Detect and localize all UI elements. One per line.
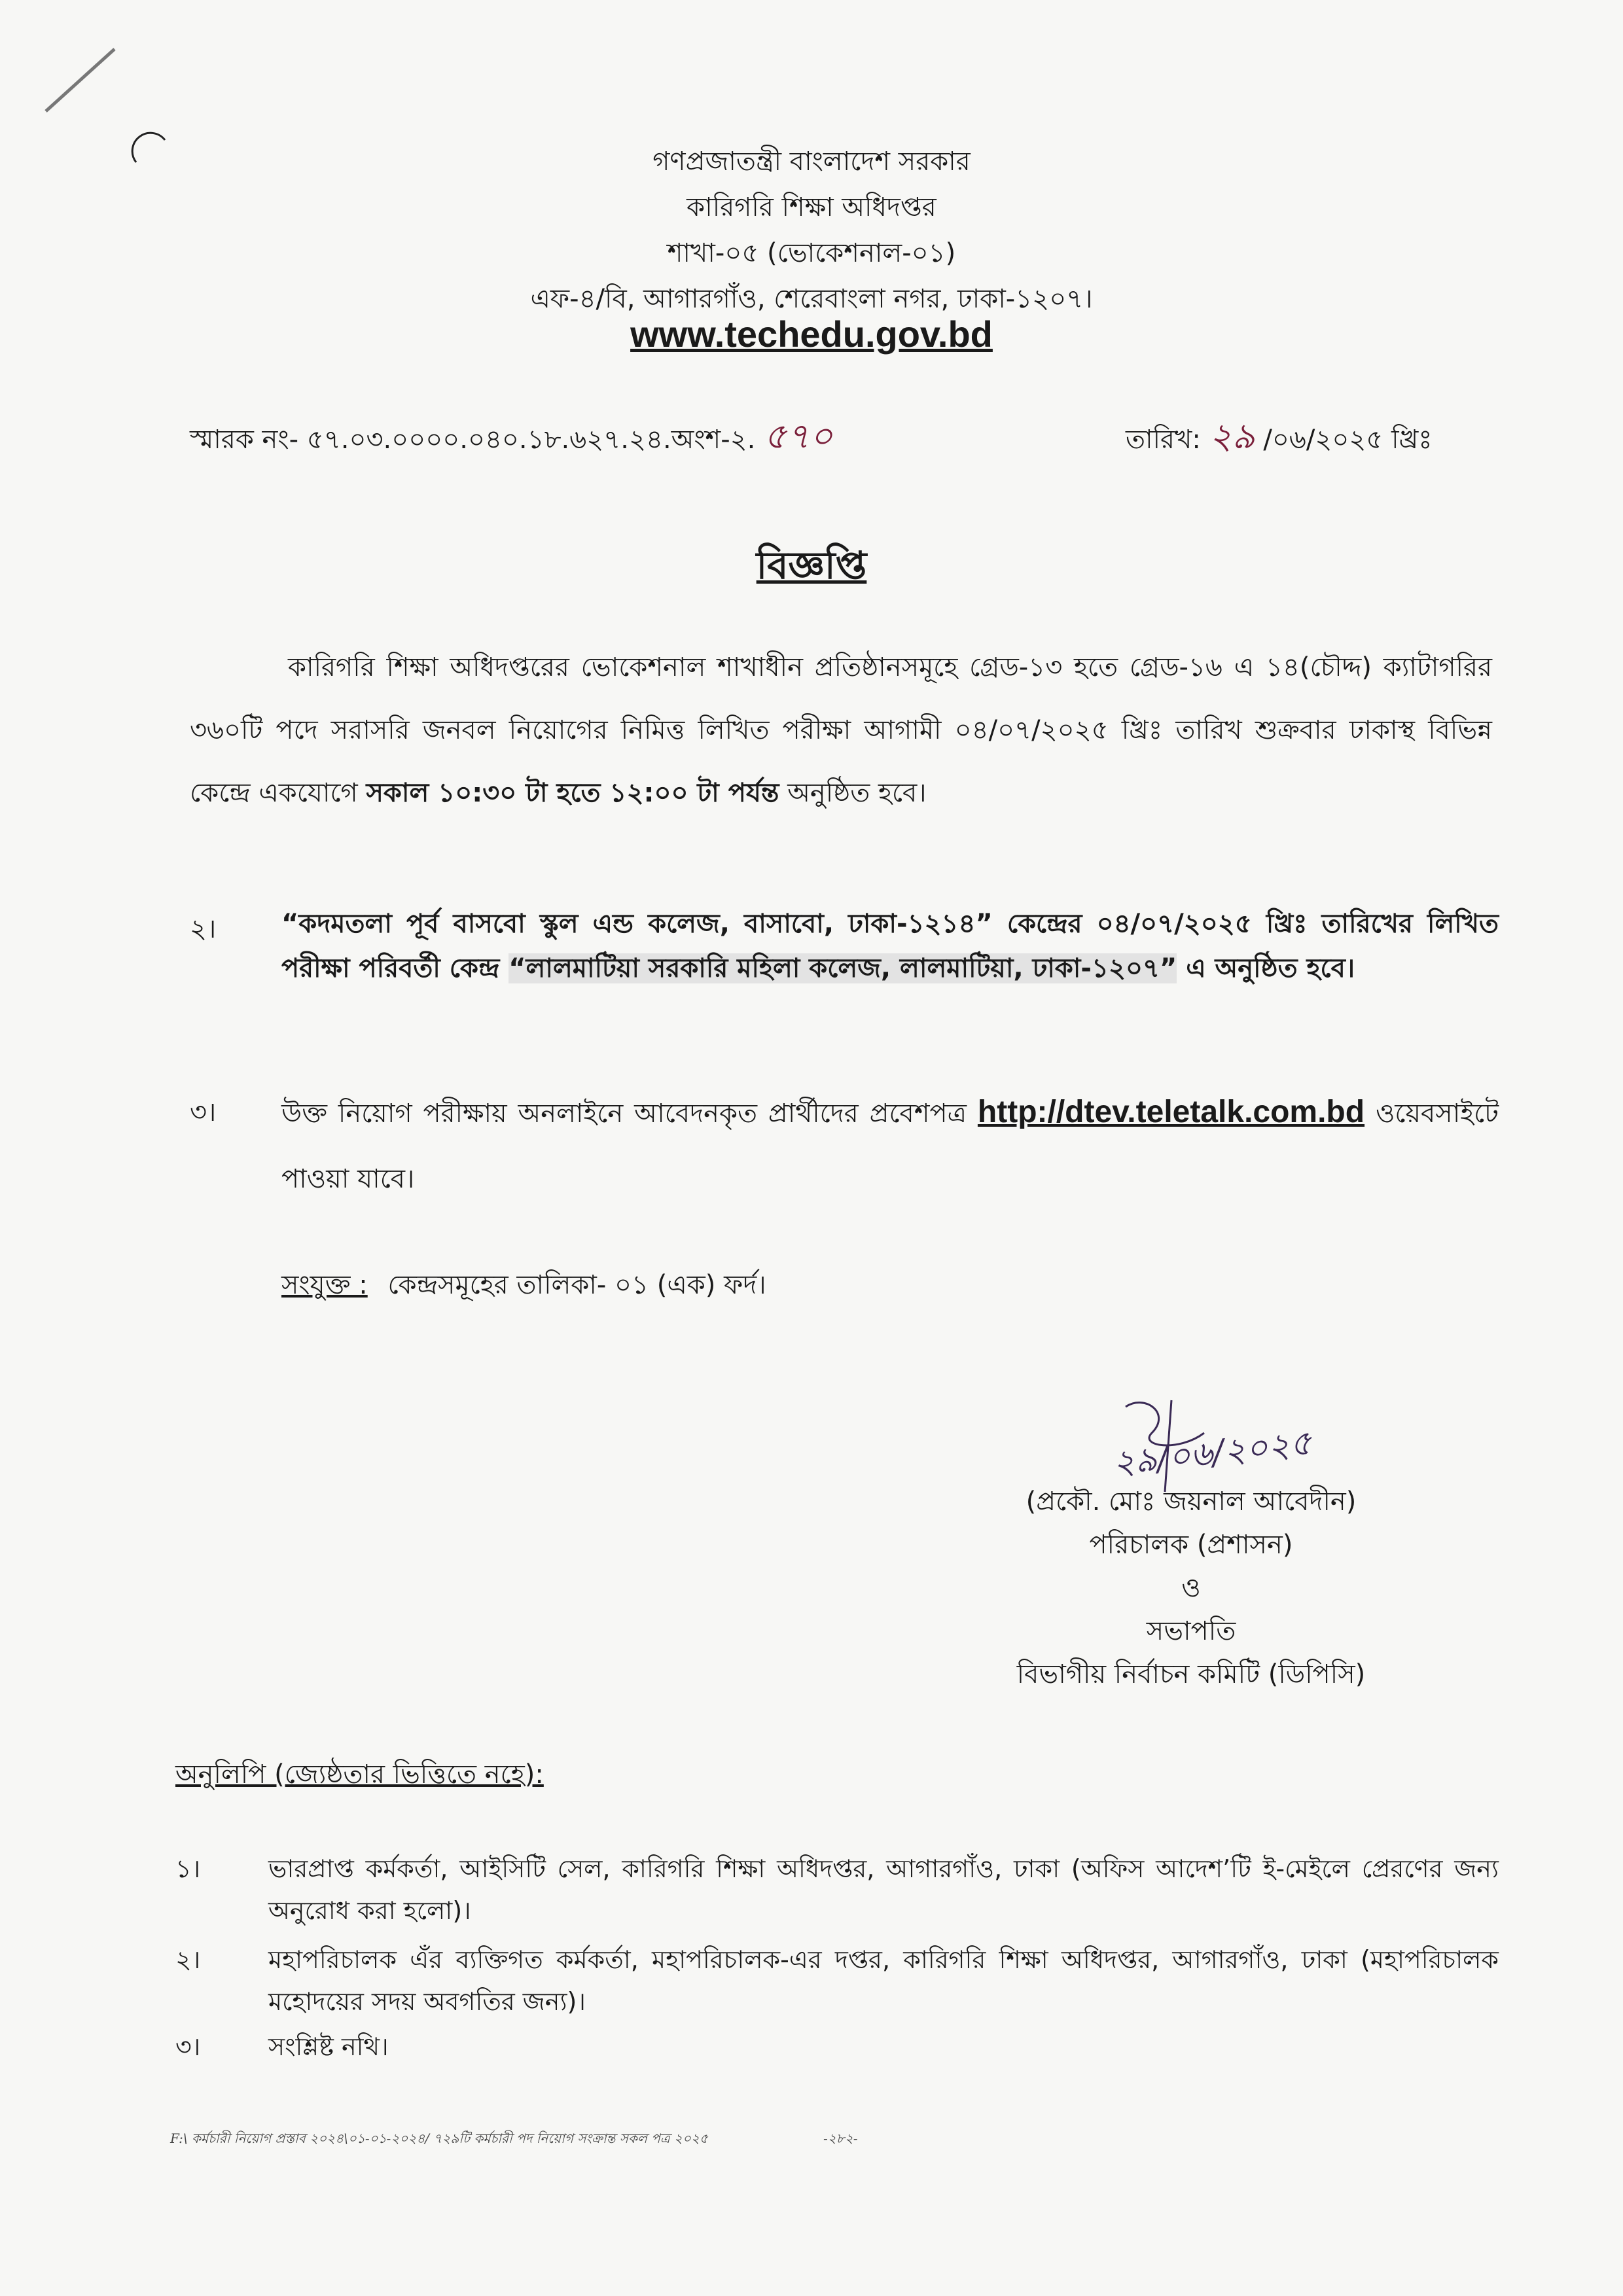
teletalk-link[interactable]: http://dtev.teletalk.com.bd	[977, 1095, 1365, 1129]
item-admit-card	[281, 1080, 1499, 1212]
letterhead	[0, 143, 1623, 318]
file-path-footer: F:\ কর্মচারী নিয়োগ প্রস্তাব ২০২৪\০১-০১-২০২৪/ ৭২৯টি কর্মচারী পদ নিয়োগ সংক্রান্ত সকল পত্র ২০২৫	[170, 2130, 708, 2146]
item-text: উক্ত নিয়োগ পরীক্ষায় অনলাইনে আবেদনকৃত প্রার্থীদের প্রবেশপত্র	[281, 1099, 978, 1129]
date-rest: /০৬/২০২৫ খ্রিঃ	[1263, 425, 1433, 455]
govt-name: গণপ্রজাতন্ত্রী বাংলাদেশ সরকার	[652, 147, 971, 177]
website-link[interactable]: www.techedu.gov.bd	[630, 313, 993, 355]
notice-title: বিজ্ঞপ্তি	[756, 543, 867, 588]
intro-text-end: অনুষ্ঠিত হবে।	[779, 778, 927, 808]
copy-item: মহাপরিচালক এঁর ব্যক্তিগত কর্মকর্তা, মহাপরিচালক-এর দপ্তর, কারিগরি শিক্ষা অধিদপ্তর, আগারগাঁও, ঢাকা (মহাপরিচালক মহোদয়ের সদয় অবগতির জন্য)।	[268, 1945, 1499, 2016]
attachment-line	[281, 1264, 766, 1308]
signatory-block	[942, 1480, 1440, 1696]
copy-item: ভারপ্রাপ্ত কর্মকর্তা, আইসিটি সেল, কারিগরি শিক্ষা অধিদপ্তর, আগারগাঁও, ঢাকা (অফিস আদেশ’টি ই-মেইলে প্রেরণের জন্য অনুরোধ করা হলো)।	[268, 1854, 1499, 1925]
scan-mark-icon	[39, 39, 131, 124]
signatory-role: সভাপতি	[1146, 1616, 1236, 1646]
attachment-label: সংযুক্ত :	[281, 1270, 368, 1300]
copy-number: ৩।	[175, 2032, 201, 2061]
memo-ref-label: স্মারক নং- ৫৭.০৩.০০০০.০৪০.১৮.৬২৭.২৪.অংশ-২.	[190, 425, 756, 455]
item-number: ২।	[190, 914, 217, 944]
item-text-end: এ অনুষ্ঠিত হবে।	[1177, 953, 1355, 983]
item-number: ৩।	[190, 1097, 217, 1127]
memo-ref-handwritten: ৫৭০	[764, 415, 833, 457]
item-center-change	[281, 902, 1499, 991]
signatory-name: (প্রকৌ. মোঃ জয়নাল আবেদীন)	[1026, 1487, 1357, 1517]
page-number: -২৮২-	[823, 2130, 858, 2146]
signatory-and: ও	[1181, 1573, 1201, 1603]
memo-reference	[190, 409, 832, 468]
date-label: তারিখ:	[1126, 425, 1201, 455]
item-text-end: ওয়েবসাইটে পাওয়া যাবে।	[281, 1099, 1499, 1194]
copy-number: ১।	[175, 1854, 201, 1883]
signature-date-handwritten: ২৯/০৬/২০২৫	[1111, 1423, 1314, 1483]
memo-date	[1126, 409, 1433, 468]
copy-item: সংশ্লিষ্ট নথি।	[268, 2032, 389, 2061]
copies-heading: অনুলিপি (জ্যেষ্ঠতার ভিত্তিতে নহে):	[175, 1759, 544, 1790]
branch-name: শাখা-০৫ (ভোকেশনাল-০১)	[667, 238, 956, 268]
intro-paragraph	[190, 636, 1492, 824]
exam-time: সকাল ১০:৩০ টা হতে ১২:০০ টা পর্যন্ত	[366, 778, 779, 808]
signatory-committee: বিভাগীয় নির্বাচন কমিটি (ডিপিসি)	[1016, 1659, 1366, 1689]
department-name: কারিগরি শিক্ষা অধিদপ্তর	[687, 192, 936, 222]
address: এফ-৪/বি, আগারগাঁও, শেরেবাংলা নগর, ঢাকা-১২০৭।	[530, 284, 1093, 314]
date-handwritten: ২৯	[1209, 415, 1255, 457]
signatory-designation: পরিচালক (প্রশাসন)	[1089, 1530, 1293, 1560]
copy-number: ২।	[175, 1945, 201, 1974]
intro-text: কারিগরি শিক্ষা অধিদপ্তরের ভোকেশনাল শাখাধীন প্রতিষ্ঠানসমূহে গ্রেড-১৩ হতে গ্রেড-১৬ এ ১৪(চৌদ্দ) ক্যাটাগরির ৩৬০টি পদে সরাসরি জনবল নিয়োগের নিমিত্ত লিখিত পরীক্ষা আগামী ০৪/০৭/২০২৫ খ্রিঃ তারিখ শুক্রবার ঢাকাস্থ বিভিন্ন কেন্দ্রে একযোগে	[190, 652, 1492, 808]
new-center-highlight: “লালমাটিয়া সরকারি মহিলা কলেজ, লালমাটিয়া, ঢাকা-১২০৭”	[508, 953, 1177, 983]
item-text: “কদমতলা পূর্ব বাসবো স্কুল এন্ড কলেজ, বাসাবো, ঢাকা-১২১৪” কেন্দ্রের ০৪/০৭/২০২৫ খ্রিঃ তারিখের লিখিত পরীক্ষা পরিবর্তী কেন্দ্র	[281, 909, 1499, 983]
notice-title-wrap	[0, 537, 1623, 600]
attachment-text: কেন্দ্রসমূহের তালিকা- ০১ (এক) ফর্দ।	[387, 1270, 766, 1300]
